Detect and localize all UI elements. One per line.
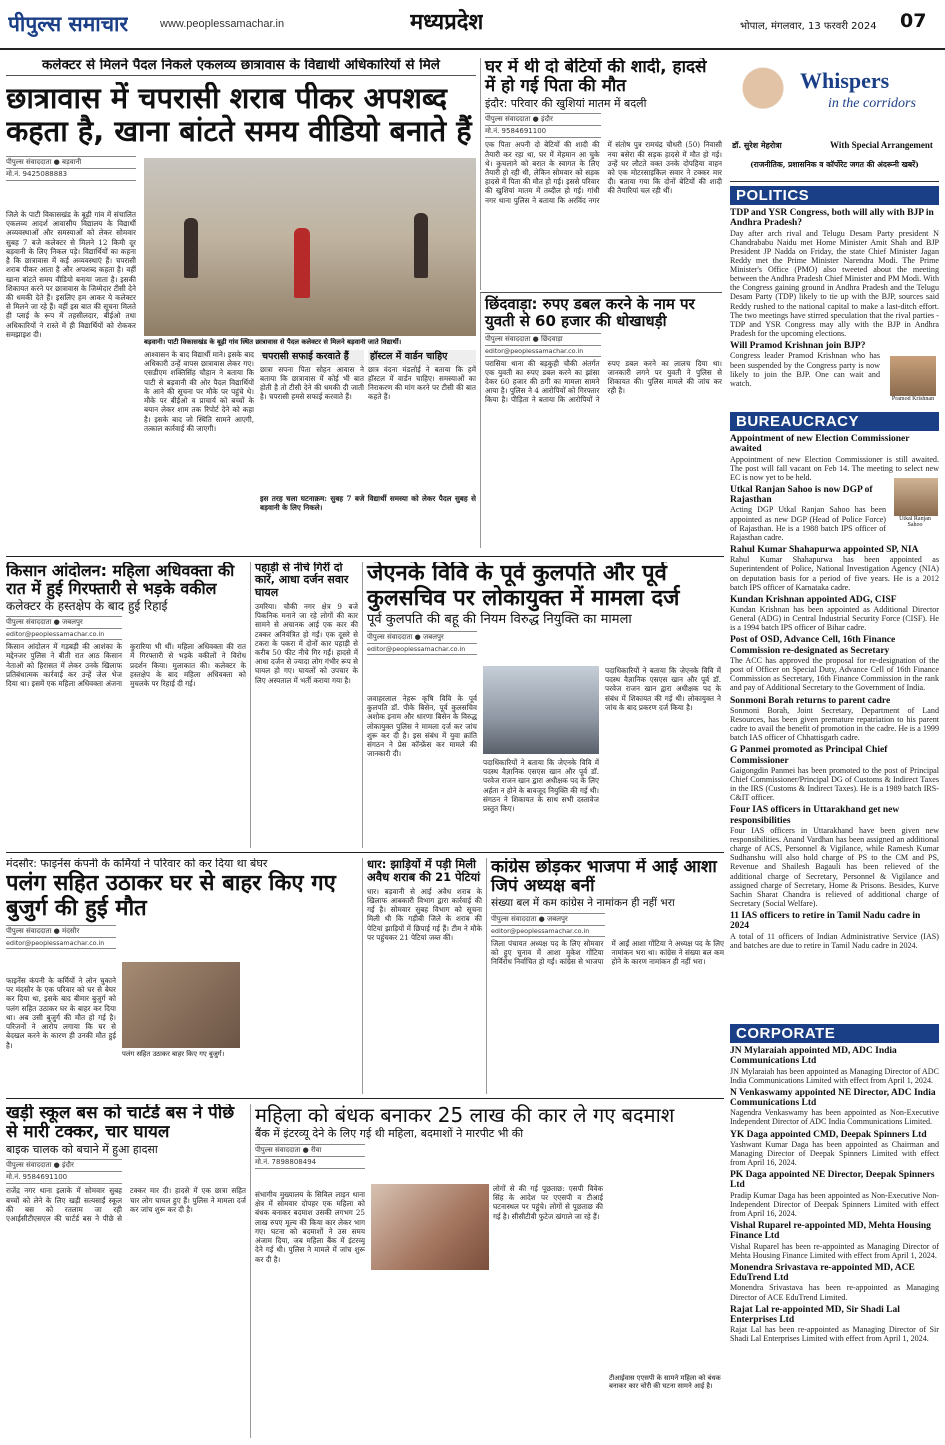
- photo-label: Pramod Krishnan: [891, 396, 935, 402]
- whispers-panel: [730, 56, 939, 182]
- email[interactable]: editor@peoplessamachar.co.in: [367, 644, 477, 655]
- byline: पीपुल्स संवाददाता ● बड़वानी: [6, 156, 136, 169]
- item-headline: Kundan Krishnan appointed ADG, CISF: [730, 594, 897, 605]
- story-subhead: संख्या बल में कम कांग्रेस ने नामांकन ही नहीं भरा: [491, 897, 675, 910]
- item-headline: G Panmei promoted as Principal Chief Commissioner: [730, 745, 888, 766]
- story-body-col3: पदाधिकारियों ने बताया कि जेएनके विवि में पदस्थ वैज्ञानिक एसएस खान और पूर्व डॉ. परवेज राजन खान द्वारा अधीक्षक पद के संबंध में शिकायत की गई थी। लोकायुक्त ने जांच के बाद प्रकरण दर्ज किया है।: [605, 666, 721, 712]
- politics-headline-2: Will Pramod Krishnan join BJP?: [730, 341, 866, 352]
- story-body: उमरिया। चौकी नगर क्षेत्र 9 बजे पिकनिक मनाने जा रहे लोगों की कार सामने से अचानक आई एक कार की टक्कर अनियंत्रित हो गईं। एक दूसरे से टकरा के पकरा में दोनों कार पहाड़ी से करीब 50 फीट नीचे गिर गईं। हादसे में आधा दर्जन से ज्यादा लोग गंभीर रूप से घायल हो गए। घायलों को उपचार के लिए अस्पताल में भर्ती कराया गया है।: [255, 601, 358, 685]
- byline: पीपुल्स संवाददाता ● जबलपुर: [367, 631, 477, 644]
- item-headline: YK Daga appointed CMD, Deepak Spinners Ltd: [730, 1129, 927, 1140]
- section-label: BUREAUCRACY: [730, 412, 939, 431]
- item-text: Vishal Ruparel has been re-appointed as Managing Director of Mehta Housing Finance Limited with effect from April 1, 2024.: [730, 1241, 939, 1260]
- item-text: Pradip Kumar Daga has been appointed as Non-Executive Non-Independent Director of Deepak Spinners Limited with effect from April 16, 2024.: [730, 1190, 939, 1219]
- story-body: राजेंद्र नगर थाना इलाके में सोमवार सुबह बच्चों को लेने के लिए खड़ी सत्यसाईं स्कूल की बस को रतलाम जा रही एआईसीटीएसएल की चार्टर्ड बस ने पीछे से टक्कर मार दी। हादसे में एक छात्रा सहित चार लोग घायल हुए हैं। पुलिस ने मामला दर्ज कर जांच शुरू कर दी है।: [6, 1186, 246, 1224]
- story-body: धार। बड़वानी से आई अवैध शराब के खिलाफ आबकारी विभाग द्वारा कार्रवाई की गई है। सोमवार सुबह विभाग को सूचना मिली थी कि गड़ीबी जिले के शराब की पेटियां झाड़ियों में छिपाई गई हैं। टीम ने मौके पर पहुंचकर 21 पेटियां जब्त कीं।: [367, 886, 482, 942]
- student-figure: [294, 228, 310, 298]
- section-label: CORPORATE: [730, 1024, 939, 1043]
- story-body-col2: पदाधिकारियों ने बताया कि जेएनके विवि में पदस्थ वैज्ञानिक एसएस खान और पूर्व डॉ. परवेज राजन खान द्वारा अधीक्षक पद के लिए अर्हता न होने के बावजूद नियुक्ति की गई थी। संगठन ने शिकायत के साथ सभी दस्तावेज प्रस्तुत किए।: [483, 758, 599, 814]
- item-text: JN Mylaraiah has been appointed as Managing Director of ADC India Communications Limited with effect from April 1, 2024.: [730, 1066, 939, 1085]
- story-body: फाइनेंस कंपनी के कर्मियों ने लोन चुकाने पर मंदसौर के एक परिवार को घर से बेघर कर दिया था, इसके बाद बीमार बुजुर्ग को पलंग सहित उठाकर घर के बाहर कर दिया था। अब उसी बुजुर्ग की मौत हो गई है। परिजनों ने आरोप लगाया कि घर से बेदखल करने के कारण ही उनकी मौत हुई है।: [6, 976, 116, 1050]
- section-divider: [6, 1098, 724, 1099]
- story-advocate-arrest: [6, 562, 246, 848]
- story-hostel: [6, 58, 476, 548]
- story-car-fall: [250, 562, 358, 848]
- politics-section: [730, 186, 939, 408]
- mobile-number: मो.नं. 7898808494: [255, 1157, 365, 1169]
- box-text: छात्र वंदना मंडलोई ने बताया कि हमें हॉस्टल में वार्डन चाहिए। समस्याओं का निराकरण की मांग करने पर टीसी की बात कहते हैं।: [368, 364, 476, 402]
- item-text: Kundan Krishnan has been appointed as Additional Director General (ADG) in Central Industrial Security Force (CISF). He is a 1994 batch IPS officer of Bihar cadre.: [730, 605, 939, 633]
- section-divider: [6, 852, 724, 853]
- item-headline: Four IAS officers in Uttarakhand get new responsibilities: [730, 805, 900, 826]
- email[interactable]: editor@peoplessamachar.co.in: [491, 926, 605, 937]
- masthead: [0, 0, 945, 50]
- story-car-robbery: [250, 1104, 724, 1438]
- item-text: The ACC has approved the proposal for re-designation of the post of Officer on Special Duty, Advance Cell of 16th Finance Commission as Secretary, 16th Finance Commission in the rank and pay of Additional Secretary to the Government of India.: [730, 655, 939, 693]
- story-kicker: कलेक्टर से मिलने पैदल निकले एकलव्य छात्रावास के विद्यार्थी अधिकारियों से मिले: [6, 58, 476, 76]
- item-headline: Utkal Ranjan Sahoo is now DGP of Rajasthan: [730, 484, 873, 506]
- paper-url[interactable]: www.peoplessamachar.in: [160, 18, 285, 30]
- students-photo: [144, 158, 476, 336]
- item-headline: Appointment of new Election Commissioner awaited: [730, 434, 910, 455]
- story-asha: [486, 858, 724, 1094]
- story-bus-accident: [6, 1104, 246, 1438]
- story-body: संभागीय मुख्यालय के सिविल लाइन थाना क्षेत्र में सोमवार दोपहर एक महिला को बंधक बनाकर बदमाश उसकी लगभग 25 लाख रुपए मूल्य की किया कार लेकर भाग गए। घटना को बदमाशों ने उस समय अंजाम दिया, जब महिला बैंक में इंटरव्यू देने गई थी। पुलिस ने मामले में जांच शुरू कर दी है।: [255, 1190, 365, 1264]
- story-subhead: इंदौर: परिवार की खुशियां मातम में बदली: [485, 97, 647, 111]
- story-body-col3: लोगों से की गई पूछताछ: एसपी विवेक सिंह के आदेश पर एएसपी व टीआई घटनास्थल पर पहुंचे। लोगों से पूछताछ की गई है। सीसीटीवी फुटेज खंगाले जा रहे हैं।: [493, 1184, 603, 1221]
- byline: पीपुल्स संवाददाता ● मंदसौर: [6, 925, 116, 938]
- mobile-number: मो.नं. 9425088883: [6, 169, 136, 181]
- story-body: जिले के पाटी विकासखंड के बूढ़ी गांव में संचालित एकलव्य आदर्श आवासीय विद्यालय के विद्यार्थी अव्यवस्थाओं और समस्याओं को लेकर सोमवार सुबह 7 बजे कलेक्टर से मिलने 12 किमी दूर बड़वानी के लिए निकल पड़े। विद्यार्थियों का कहना है कि छात्रावास में कई अव्यवस्थाएं हैं। चपरासी शराब पीकर आता है और अपशब्द कहता है। वहीं खाना बांटते समय वीडियो बनाया जाता है। इसकी शिकायत करने पर छात्रावास के जिम्मेदार टीसी देने की धमकी देते हैं। इसलिए हम आकर ये कलेक्टर से मिलने जा रहे हैं। वहीं इस बात की सूचना मिलते ही प्लाई के रूप में तहसीलदार, बीईओ तथा अधिकारियों ने रास्ते में ही विद्यार्थियों को रोककर समझाइश दी।: [6, 210, 136, 339]
- press-conference-photo: [483, 666, 599, 754]
- story-body: जवाहरलाल नेहरू कृषि विवि के पूर्व कुलपति डॉ. पीके बिसेन, पूर्व कुलसचिव अशोक इनाम और धारणा बिसेन के विरुद्ध लोकायुक्त पुलिस ने मामला दर्ज कर जांच शुरू कर दी है। इस संबंध में युवा क्रांति संगठन ने प्रेस कॉन्फ्रेंस कर मामले की जानकारी दी।: [367, 694, 477, 759]
- item-text: Rahul Kumar Shahapurwa has been appointed as Superintendent of Police, National Investigation Agency (NIA) on deputation basis for a period of five years. He is a 2012 batch IPS officer of Karnataka cadre.: [730, 555, 939, 592]
- story-headline: कांग्रेस छोड़कर भाजपा में आईं आशा जिपं अध्यक्ष बनीं: [491, 858, 717, 897]
- item-headline: PK Daga appointed NE Director, Deepak Spinners Ltd: [730, 1170, 935, 1191]
- krishnan-photo: [890, 356, 936, 396]
- timeline-note: इस तरह चला घटनाक्रम: सुबह 7 बजे विद्यार्थी समस्या को लेकर पैदल सुबह से बड़वानी के लिए निकले।: [260, 494, 476, 513]
- bureaucracy-section: [730, 412, 939, 1020]
- byline: पीपुल्स संवाददाता ● छिंदवाड़ा: [485, 333, 601, 346]
- item-text: Nagendra Venkaswamy has been appointed as Non-Executive Independent Director of ADC India Communications Limited.: [730, 1108, 939, 1127]
- photo-caption: टीआईवास एएसपी के सामने महिला को बंधक बनाकर कार चोरी की घटना सामने आई है।: [609, 1374, 721, 1391]
- photo-caption: बड़वानी। पाटी विकासखंड के बूढ़ी गांव स्थित छात्रावास से पैदल कलेक्टर से मिलने बड़वानी जाते विद्यार्थी।: [144, 338, 402, 346]
- item-text: Monendra Srivastava has been re-appointed as Managing Director of ACE EduTrend Limited.: [730, 1283, 939, 1302]
- story-liquor: [362, 858, 482, 1094]
- item-text: A total of 11 officers of Indian Administrative Service (IAS) and batches are due to retire in Tamil Nadu cadre in 2024.: [730, 931, 939, 950]
- info-box-1: [260, 350, 364, 490]
- story-body: किसान आंदोलन में गड़बड़ी की आशंका के मद्देनजर पुलिस ने बीती रात आठ किसान नेताओं को हिरासत में लेकर उनके खिलाफ प्रतिबंधात्मक कार्रवाई कर उन्हें जेल भेज दिया था। इसमें एक महिला अधिवक्ता अंजना कुरारिया भी थीं। महिला अधिवक्ता की रात में गिरफ्तारी से भड़के वकीलों ने विरोध प्रदर्शन किया। मुलाकात की। कलेक्टर के हस्तक्षेप के बाद महिला अधिवक्ता को मुचलके पर रिहाई दी गई।: [6, 642, 246, 689]
- paper-logo: पीपुल्स समाचार: [8, 12, 129, 36]
- item-text: Sonmoni Borah, Joint Secretary, Department of Land Resources, has been given premature repatriation to his parent cadre to avail the benefit of promotion in the cadre. He is a 1999 batch IAS officer of Chhattisgarh cadre.: [730, 705, 939, 743]
- section-divider: [6, 556, 724, 557]
- section-title: मध्यप्रदेश: [410, 10, 484, 35]
- whispers-tagline: (राजनीतिक, प्रशासनिक व कॉर्पोरेट जगत की अंदरूनी खबरें): [750, 160, 919, 169]
- corporate-list: [730, 1046, 939, 1344]
- corporate-section: [730, 1024, 939, 1440]
- byline: पीपुल्स संवाददाता ● रीवा: [255, 1144, 365, 1157]
- photo-label: Utkal Ranjan Sahoo: [899, 516, 931, 528]
- story-jnkvv: [362, 562, 724, 848]
- story-fraud: [480, 292, 722, 548]
- story-headline: किसान आंदोलन: महिला अधिवक्ता की रात में हुई गिरफ्तारी से भड़के वकील: [6, 562, 235, 598]
- story-body-col2: आश्वासन के बाद विद्यार्थी माने। इसके बाद अधिकारी उन्हें वापस छात्रावास लेकर गए। एसडीएम शक्तिसिंह चौहान ने बताया कि पाटी से बड़वानी की ओर पैदल विद्यार्थियों के आने की सूचना पर मौके पर पहुंचे थे। मौके पर बीईओ व प्राचार्य को बच्चों के बयान लेकर शाम तक रिपोर्ट देने को कहा है। इसके बाद जो स्थिति सामने आएगी, तत्काल कार्रवाई की जाएगी।: [144, 350, 254, 433]
- mobile-number: मो.नं. 9584691100: [6, 1172, 122, 1184]
- byline: पीपुल्स संवाददाता ● जबलपुर: [6, 616, 122, 629]
- dateline: भोपाल, मंगलवार, 13 फरवरी 2024: [740, 21, 877, 32]
- section-label: POLITICS: [730, 186, 939, 205]
- story-headline: पहाड़ी से नीचे गिरीं दो कारें, आधा दर्जन सवार घायल: [255, 562, 349, 599]
- story-wedding-accident: [480, 58, 722, 290]
- whispers-subtitle: in the corridors: [828, 96, 916, 111]
- byline: पीपुल्स संवाददाता ● इंदौर: [6, 1159, 122, 1172]
- whispers-title: Whispers: [800, 68, 890, 93]
- email[interactable]: editor@peoplessamachar.co.in: [6, 629, 122, 640]
- box-heading: हॉस्टल में वार्डन चाहिए: [368, 350, 476, 365]
- politics-text-2: Congress leader Pramod Krishnan who has been suspended by the Congress party is now likely to join the BJP. One can wait and watch.: [730, 351, 880, 388]
- item-text: Appointment of new Election Commissioner is still awaited. The post will fall vacant on Feb 14. The meeting to select new EC is now yet to be held.: [730, 454, 939, 482]
- story-headline: महिला को बंधक बनाकर 25 लाख की कार ले गए बदमाश: [255, 1104, 675, 1127]
- student-figure: [184, 218, 198, 278]
- politics-headline-1: TDP and YSR Congress, both will ally with BJP in Andhra Pradesh?: [730, 208, 934, 229]
- story-subhead: बाइक चालक को बचाने में हुआ हादसा: [6, 1143, 158, 1157]
- story-body: एक पिता अपनी दो बेटियों की शादी की तैयारी कर रहा था, घर में मेहमान आ चुके थे। कुचलाने को बरात के स्वागत के लिए तैयारी हो रही थी, लेकिन सोमवार को सड़क हादसे में पिता की मौत हो गई। इससे परिवार की खुशियां मातम में तब्दील हो गई। गांधी नगर थाना पुलिस ने बताया कि अरविंद नगर में संतोष पुत्र रामचंद्र चौधरी (50) निवासी नया बसेरा की सड़क हादसे में मौत हो गई। उन्हें घर लौटते वक्त उनके दोपहिया वाहन को एक मोटरसाइकिल सवार ने टक्कर मार दी। बताया गया कि दोनों बेटियों की शादी की तैयारियां चल रही थीं।: [485, 140, 722, 205]
- item-headline: Vishal Ruparel re-appointed MD, Mehta Housing Finance Ltd: [730, 1221, 931, 1242]
- student-figure: [414, 213, 428, 278]
- item-headline: 11 IAS officers to retire in Tamil Nadu cadre in 2024: [730, 911, 921, 932]
- page-number: 07: [900, 10, 927, 32]
- story-kicker: मंदसौर: फाइनेंस कंपनी के कर्मियों ने परिवार को कर दिया था बेघर: [6, 858, 268, 870]
- email[interactable]: editor@peoplessamachar.co.in: [485, 346, 601, 357]
- item-headline: Rahul Kumar Shahapurwa appointed SP, NIA: [730, 544, 919, 555]
- politics-text-1: Day after arch rival and Telugu Desam Party president N Chandrababu Naidu met Home Minister Amit Shah and BJP President JP Nadda on Friday, the state Chief Minister Jagan Reddy met the Prime Minister Narendra Modi. The Prime Minister's Office (PMO) also tweeted about the meeting between the Andhra Pradesh Chief Minister and PM Modi. With the Congress gaining ground in Andhra Pradesh and the Telugu Desam Party (TDP) likely to tie up with the BJP, sources said Reddy rushed to the national capital to make a last-ditch effort. The two meetings have stirred speculation that the rival parties - TDP and YSR Congress may ally with the BJP in Andhra Pradesh for the upcoming elections.: [730, 228, 939, 339]
- elderly-photo: [122, 962, 240, 1048]
- story-headline: छात्रावास में चपरासी शराब पीकर अपशब्द कहता है, खाना बांटते समय वीडियो बनाते हैं: [6, 82, 472, 148]
- box-heading: चपरासी सफाई करवाते हैं: [260, 350, 364, 365]
- story-body: जिला पंचायत अध्यक्ष पद के लिए सोमवार को हुए चुनाव में आशा मुकेश गोंटिया निर्विरोध निर्वाचित हो गईं। कांग्रेस से भाजपा में आईं आशा गोंटिया ने अध्यक्ष पद के लिए नामांकन भरा था। कांग्रेस ने संख्या बल कम होने के कारण नामांकन ही नहीं भरा।: [491, 938, 724, 967]
- author-name: डॉ. सुरेश मेहरोत्रा: [732, 140, 782, 150]
- story-headline: जेएनके विवि के पूर्व कुलपति और पूर्व कुलसचिव पर लोकायुक्त में मामला दर्ज: [367, 562, 680, 611]
- byline: पीपुल्स संवाददाता ● इंदौर: [485, 113, 601, 126]
- arrangement-note: With Special Arrangement: [830, 140, 933, 150]
- story-headline: धार: झाड़ियों में पड़ी मिली अवैध शराब की 21 पेटियां: [367, 858, 481, 884]
- item-headline: Post of OSD, Advance Cell, 16th Finance Commission re-designated as Secretary: [730, 635, 896, 656]
- story-subhead: बैंक में इंटरव्यू देने के लिए गई थी महिला, बदमाशों ने मारपीट भी की: [255, 1127, 524, 1141]
- item-text: Yashwant Kumar Daga has been appointed as Chairman and Managing Director of Deepak Spinners Limited with effect from April 16, 2024.: [730, 1139, 939, 1168]
- story-headline: पलंग सहित उठाकर घर से बाहर किए गए बुजुर्ग की हुई मौत: [6, 871, 336, 921]
- item-headline: Rajat Lal re-appointed MD, Sir Shadi Lal Enterprises Ltd: [730, 1304, 900, 1325]
- mobile-number: मो.नं. 9584691100: [485, 126, 601, 138]
- story-headline: खड़ी स्कूल बस को चार्टर्ड बस ने पीछे से मारी टक्कर, चार घायल: [6, 1104, 235, 1143]
- item-headline: Sonmoni Borah returns to parent cadre: [730, 695, 891, 706]
- item-text: Gaigongdin Panmei has been promoted to the post of Principal Chief Commissioner/Principal DG of Customs & Indirect Taxes in the IRS (Customs & Indirect Taxes). He is a 1989 batch IRS-C&IT officer.: [730, 765, 939, 803]
- info-box-2: [368, 350, 476, 490]
- story-elderly-death: [6, 858, 358, 1094]
- sahoo-photo: [894, 478, 938, 516]
- story-headline: घर में थी दो बेटियों की शादी, हादसे में हो गई पिता की मौत: [485, 58, 707, 97]
- box-text: छात्रा सपना पिता सोहन आवास ने बताया कि छात्रावास में कोई भी बात होती है तो टीसी देने की धमकी दी जाती है। चपरासी हमसे सफाई करवाते हैं।: [260, 364, 364, 402]
- item-text: Four IAS officers in Uttarakhand have been given new responsibilities. Anand Vardhan has been assigned an additional charge of ACS, Personnel & Vigilance, while Ramesh Kumar Sudhanshu will also hold charge of PS to the CM and PS, Revenue and Shailesh Bagauli has been relieved of the additional charge of Secretary, Personnel & Vigilance and assigned charge of Secretary, Home & Prisons. Besides, Kurve Sachin Sharat Chandra is relieved of additional charge of Secretary (Social Welfare).: [730, 825, 939, 909]
- story-headline: छिंदवाड़ा: रुपए डबल करने के नाम पर युवती से 60 हजार की धोखाधड़ी: [485, 295, 695, 330]
- photo-caption: पलंग सहित उठाकर बाहर किए गए बुजुर्ग।: [122, 1050, 225, 1058]
- story-subhead: कलेक्टर के हस्तक्षेप के बाद हुई रिहाई: [6, 598, 168, 613]
- email[interactable]: editor@peoplessamachar.co.in: [6, 938, 116, 949]
- item-headline: Monendra Srivastava re-appointed MD, ACE EduTrend Ltd: [730, 1262, 915, 1284]
- item-text: Acting DGP Utkal Ranjan Sahoo has been appointed as new DGP (Head of Police Force) of Rajasthan. He is a 1988 batch IPS officer of Rajasthan cadre.: [730, 505, 886, 542]
- story-body: परासिया थाना की बड़कुही चौकी अंतर्गत एक युवती का रुपए डबल करने का झांसा देकर 60 हजार की ठगी का मामला सामने आया है। पुलिस ने 4 आरोपियों को गिरफ्तार किया है। पीड़िता ने बताया कि आरोपियों ने रुपए डबल करने का लालच दिया था। जानकारी लगने पर युवती ने पुलिस से शिकायत की। पुलिस मामले की जांच कर रही है।: [485, 358, 722, 405]
- item-headline: JN Mylaraiah appointed MD, ADC India Communications Ltd: [730, 1046, 897, 1067]
- robbery-photo: [371, 1184, 489, 1270]
- item-text: Rajat Lal has been re-appointed as Managing Director of Sir Shadi Lal Enterprises Limited with effect from April 1, 2024.: [730, 1325, 939, 1344]
- item-headline: N Venkaswamy appointed NE Director, ADC India Communications Ltd: [730, 1087, 936, 1109]
- story-subhead: पूर्व कुलपति की बहू की नियम विरुद्ध नियुक्ति का मामला: [367, 612, 632, 628]
- author-photo: [734, 60, 792, 134]
- byline: पीपुल्स संवाददाता ● जबलपुर: [491, 913, 605, 926]
